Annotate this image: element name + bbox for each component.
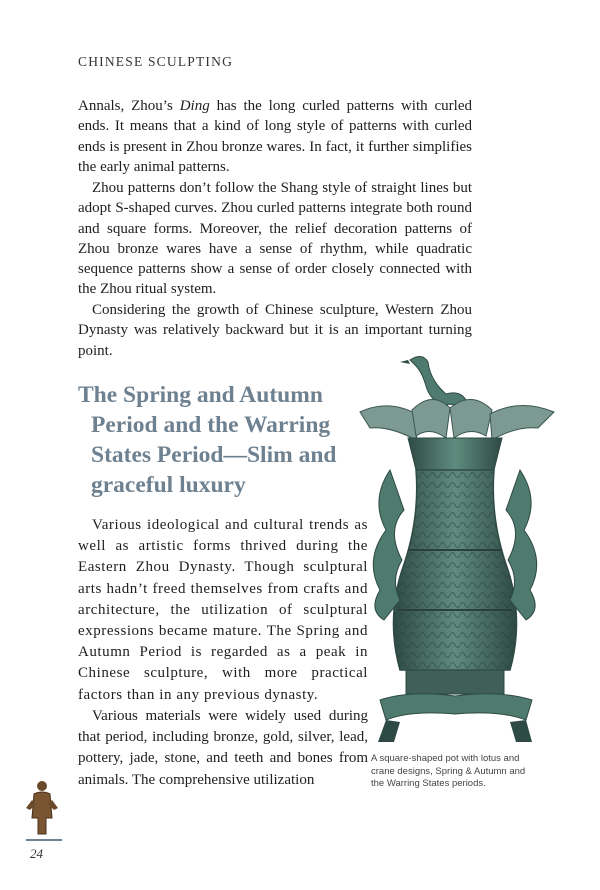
paragraph-5: Various materials were widely used during that period, including bronze, gold, silver, lead, pottery, jade, stone, and teeth and bones from animals. The comprehensive utilization — [78, 708, 368, 788]
paragraph-1-start: Annals, Zhou’s — [78, 98, 180, 114]
paragraph-2: Zhou patterns don’t follow the Shang style of straight lines but adopt S-shaped curves. Zhou curled patterns integrate both round and square forms. Moreover, the relief decoration patterns of Zhou bronze wares have a sense of rhythm, while quadratic sequence patterns show a sense of order closely connected with the Zhou ritual system. — [78, 180, 472, 298]
footer-rule — [26, 839, 62, 841]
lotus-petals-icon — [360, 399, 554, 440]
bronze-vessel-image — [350, 350, 560, 746]
running-head: CHINESE SCULPTING — [78, 54, 234, 69]
page-number: 24 — [30, 846, 43, 861]
image-caption: A square-shaped pot with lotus and crane designs, Spring & Autumn and the Warring States periods. — [371, 753, 526, 789]
section-title: The Spring and Autumn Period and the Warring States Period—Slim and graceful luxury — [78, 382, 337, 498]
paragraph-1 — [78, 96, 472, 177]
paragraph-4: Various ideological and cultural trends as well as artistic forms thrived during the Eastern Zhou Dynasty. Though sculptural arts hadn’t freed themselves from crafts and architecture, the utilization of sculptural expressions became mature. The Spring and Autumn Period is regarded as a peak in Chinese sculpture, with more practical factors than in any previous dynasty. — [78, 517, 368, 703]
figurine-image — [22, 778, 62, 838]
paragraph-3: Considering the growth of Chinese sculpture, Western Zhou Dynasty was relatively backward but it is an important turning point. — [78, 302, 472, 359]
ding-term: Ding — [179, 98, 210, 114]
paragraph-1-rest: has the long curled patterns with curled ends. It means that a kind of long style of patterns with curled ends is present in Zhou bronze wares. In fact, it further simplifies the early animal patterns. — [78, 98, 472, 175]
